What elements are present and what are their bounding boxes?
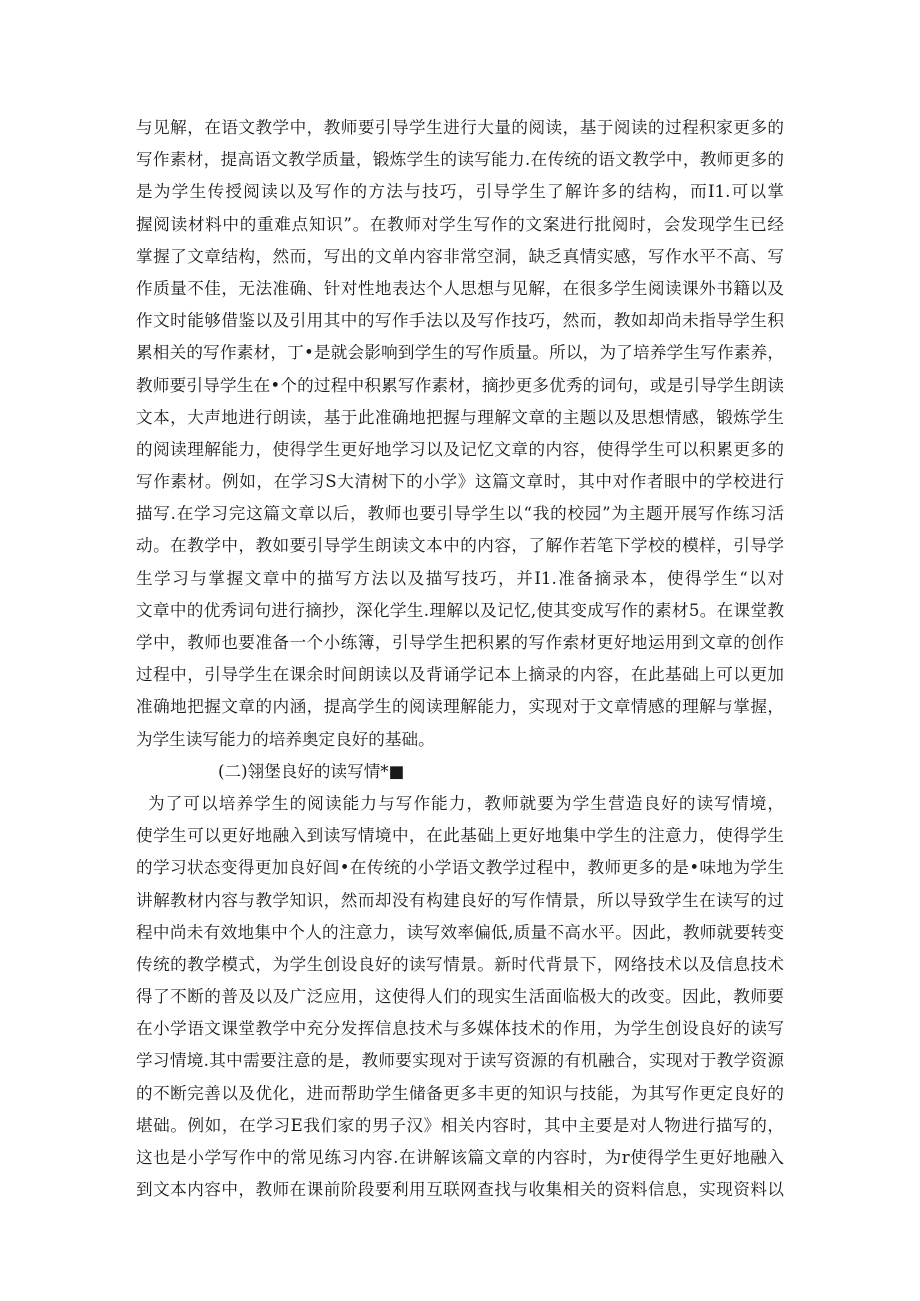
text-line: 累相关的写作素材，丁•是就会影响到学生的写作质量。所以，为了培养学生写作素养， [136, 343, 784, 363]
text-line: 的学习状态变得更加良好闾•在传统的小学语文教学过程中，教师更多的是•味地为学生 [136, 858, 784, 878]
text-line: 学习情境.其中需要注意的是，教师要实现对于读写资源的有机融合，实现对于教学资源 [136, 1051, 784, 1071]
document-page [136, 112, 784, 1206]
text-line: 讲解教材内容与教学知识，然而却没有构建良好的写作情景，所以导致学生在读写的过 [136, 890, 784, 910]
text-line: 与见解，在语文教学中，教师要引导学生进行大量的阅读，基于阅读的过程积家更多的 [136, 118, 784, 137]
paragraph-2 [136, 788, 784, 1206]
text-line: 文本，大声地进行朗读，基于此准确地把握与理解文章的主题以及思想情感，锻炼学生 [136, 407, 784, 427]
text-line: 是为学生传授阅读以及写作的方法与技巧，引导学生了解许多的结构，而I1.可以掌 [136, 182, 784, 202]
text-line: 堪础。例如，在学习E我们家的男子汉》相关内容时，其中主要是对人物进行描写的， [136, 1115, 784, 1135]
text-line: 过程中，引导学生在课余时间朗读以及背诵学记本上摘录的内容，在此基础上可以更加 [136, 665, 784, 685]
text-line: 使学生可以更好地融入到读写情境中，在此基础上更好地集中学生的注意力，使得学生 [136, 826, 784, 846]
text-line: 握阅读材料中的重难点知识”。在教师对学生写作的文案进行批阅时，会发现学生已经 [136, 214, 784, 234]
text-line: 为了可以培养学生的阅读能力与写作能力，教师就要为学生营造良好的读写情境， [148, 793, 784, 813]
paragraph-1 [136, 112, 784, 756]
text-line: 得了不断的普及以及广泛应用，这使得人们的现实生活面临极大的改变。因此，教师要 [136, 987, 784, 1007]
text-line: 传统的教学模式，为学生创设良好的读写情景。新时代背景下，网络技术以及信息技术 [136, 954, 784, 974]
text-line: 学中，教师也要准备一个小练簿，引导学生把积累的写作索材更好地运用到文章的创作 [136, 633, 784, 652]
text-line: 程中尚未有效地集中个人的注意力，读写效率偏低,质量不高水平。因此，教师就要转变 [136, 922, 784, 942]
text-line: 为学生读写能力的培养奥定良好的基础。 [136, 729, 435, 749]
section-heading: (二)翎堡良好的读写情*■ [218, 761, 405, 781]
text-line: 这也是小学写作中的常见练习内容.在讲解该篇文章的内容时，为r使得学生更好地融入 [136, 1148, 784, 1167]
text-line: 的不断完善以及优化，进而帮助学生储备更多丰更的知识与技能，为其写作更定良好的 [136, 1083, 784, 1103]
text-line: 教师要引导学生在•个的过程中积累写作素材，摘抄更多优秀的词句，或是引导学生朗读 [136, 375, 784, 395]
text-line: 写作素材，提高语文教学质量，锻炼学生的读写能力.在传统的语文教学中，教师更多的 [136, 150, 784, 170]
text-line: 的阅读理解能力，使得学生更好地学习以及记忆文章的内容，使得学生可以积累更多的 [136, 439, 784, 459]
text-line: 生学习与掌握文章中的描写方法以及描写技巧，并I1.准备摘录本，使得学生“以对 [136, 568, 784, 588]
text-line: 文章中的优秀词句进行摘抄，深化学生.理解以及记忆,使其变成写作的素材5。在课堂教 [136, 600, 784, 620]
text-line: 在小学语文课堂教学中充分发挥信息技术与多媒体技术的作用，为学生创设良好的读写 [136, 1019, 784, 1039]
text-line: 到文本内容中，教师在课前阶段要利用互联网查找与收集相关的资料信息，实现资料以 [136, 1180, 784, 1200]
text-line: 准确地把握文章的内涵，提高学生的阅读理解能力，实现对于文章情感的理解与掌握， [136, 697, 784, 717]
text-line: 动。在教学中，教如要引导学生朗读文本中的内容，了解作若笔下学校的模样，引导学 [136, 536, 784, 556]
text-line: 作质量不佳，无法准确、针对性地表达个人思想与见解，在很多学生阅读课外书籍以及 [136, 278, 784, 298]
text-line: 写作素材。例如，在学习S大清树下的小学》这篇文章时，其中对作者眼中的学校进行 [136, 472, 784, 492]
text-line: 作文时能够借鉴以及引用其中的写作手法以及写作技巧，然而，教如却尚未指导学生积 [136, 311, 784, 331]
text-line: 描写.在学习完这篇文章以后，教师也要引导学生以“我的校园”为主题开展写作练习活 [136, 504, 784, 524]
text-line: 掌握了文章结构，然而，写出的文单内容非常空洞，缺乏真情实感，写作水平不高、写 [136, 246, 784, 266]
